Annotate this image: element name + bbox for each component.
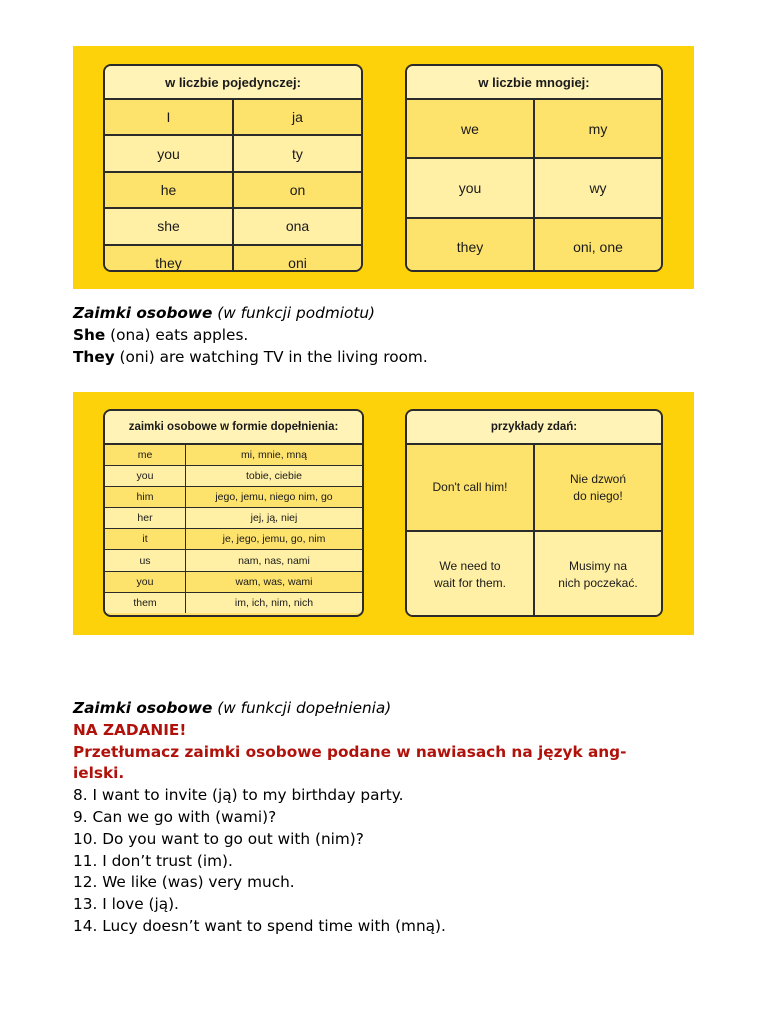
polish-pronoun: ja [233, 100, 361, 135]
english-pronoun: he [105, 172, 233, 208]
english-pronoun: me [105, 445, 186, 466]
table-row [407, 445, 661, 531]
english-pronoun: they [105, 245, 233, 272]
section-heading: Zaimki osobowe (w funkcji dopełnienia) [73, 699, 392, 717]
examples-header: przykłady zdań: [407, 411, 661, 445]
singular-header: w liczbie pojedynczej: [105, 66, 361, 100]
english-pronoun: you [105, 571, 186, 592]
table-row [407, 531, 661, 617]
english-pronoun: they [407, 218, 534, 272]
polish-example: Musimy na nich poczekać. [534, 531, 661, 617]
english-pronoun: them [105, 592, 186, 613]
plural-table [407, 100, 661, 272]
table-row [105, 135, 361, 171]
table-row [105, 550, 362, 571]
object-pronouns-section [73, 698, 694, 938]
example-sentences-card [405, 409, 663, 617]
exercise-item: 14. Lucy doesn’t want to spend time with (mną). [73, 916, 446, 935]
exercise-item: 11. I don’t trust (im). [73, 851, 233, 870]
exercise-item: 8. I want to invite (ją) to my birthday party. [73, 786, 404, 805]
plural-header: w liczbie mnogiej: [407, 66, 661, 100]
english-pronoun: I [105, 100, 233, 135]
english-pronoun: we [407, 100, 534, 158]
polish-forms: tobie, ciebie [186, 466, 363, 487]
polish-forms: jej, ją, niej [186, 508, 363, 529]
table-row [105, 592, 362, 613]
polish-example: Nie dzwoń do niego! [534, 445, 661, 531]
exercise-item: 9. Can we go with (wami)? [73, 807, 277, 826]
english-example: We need to wait for them. [407, 531, 534, 617]
plural-pronouns-card [405, 64, 663, 272]
exercise-item: 13. I love (ją). [73, 895, 179, 914]
section-heading: Zaimki osobowe (w funkcji podmiotu) [73, 304, 375, 322]
polish-pronoun: my [534, 100, 661, 158]
polish-forms: mi, mnie, mną [186, 445, 363, 466]
object-pronouns-panel [73, 392, 694, 635]
table-row [105, 466, 362, 487]
exercise-item: 12. We like (was) very much. [73, 873, 295, 892]
example-sentence: They (oni) are watching TV in the living room. [73, 347, 428, 366]
exercise-item: 10. Do you want to go out with (nim)? [73, 829, 364, 848]
table-row [407, 100, 661, 158]
polish-pronoun: wy [534, 158, 661, 217]
english-pronoun: us [105, 550, 186, 571]
polish-pronoun: oni, one [534, 218, 661, 272]
polish-pronoun: ty [233, 135, 361, 171]
english-example: Don't call him! [407, 445, 534, 531]
task-instruction: ielski. [73, 764, 125, 783]
english-pronoun: you [105, 466, 186, 487]
subject-pronouns-panel [73, 46, 694, 289]
polish-pronoun: on [233, 172, 361, 208]
table-row [105, 571, 362, 592]
english-pronoun: she [105, 208, 233, 244]
english-pronoun: you [105, 135, 233, 171]
polish-forms: nam, nas, nami [186, 550, 363, 571]
polish-forms: wam, was, wami [186, 571, 363, 592]
table-row [105, 100, 361, 135]
example-sentence: She (ona) eats apples. [73, 325, 249, 344]
polish-pronoun: oni [233, 245, 361, 272]
task-instruction: Przetłumacz zaimki osobowe podane w nawiasach na język ang- [73, 742, 627, 761]
table-row [407, 218, 661, 272]
english-pronoun: him [105, 487, 186, 508]
table-row [105, 245, 361, 272]
table-row [105, 172, 361, 208]
table-row [407, 158, 661, 217]
table-row [105, 508, 362, 529]
table-row [105, 445, 362, 466]
polish-pronoun: ona [233, 208, 361, 244]
polish-forms: im, ich, nim, nich [186, 592, 363, 613]
polish-forms: je, jego, jemu, go, nim [186, 529, 363, 550]
object-pronouns-card [103, 409, 364, 617]
table-row [105, 208, 361, 244]
english-pronoun: it [105, 529, 186, 550]
subject-pronouns-section [73, 303, 694, 368]
examples-table [407, 445, 661, 617]
singular-pronouns-card [103, 64, 363, 272]
singular-table [105, 100, 361, 272]
english-pronoun: her [105, 508, 186, 529]
task-label: NA ZADANIE! [73, 720, 187, 739]
table-row [105, 487, 362, 508]
english-pronoun: you [407, 158, 534, 217]
object-header: zaimki osobowe w formie dopełnienia: [105, 411, 362, 445]
object-table [105, 445, 362, 613]
polish-forms: jego, jemu, niego nim, go [186, 487, 363, 508]
table-row [105, 529, 362, 550]
